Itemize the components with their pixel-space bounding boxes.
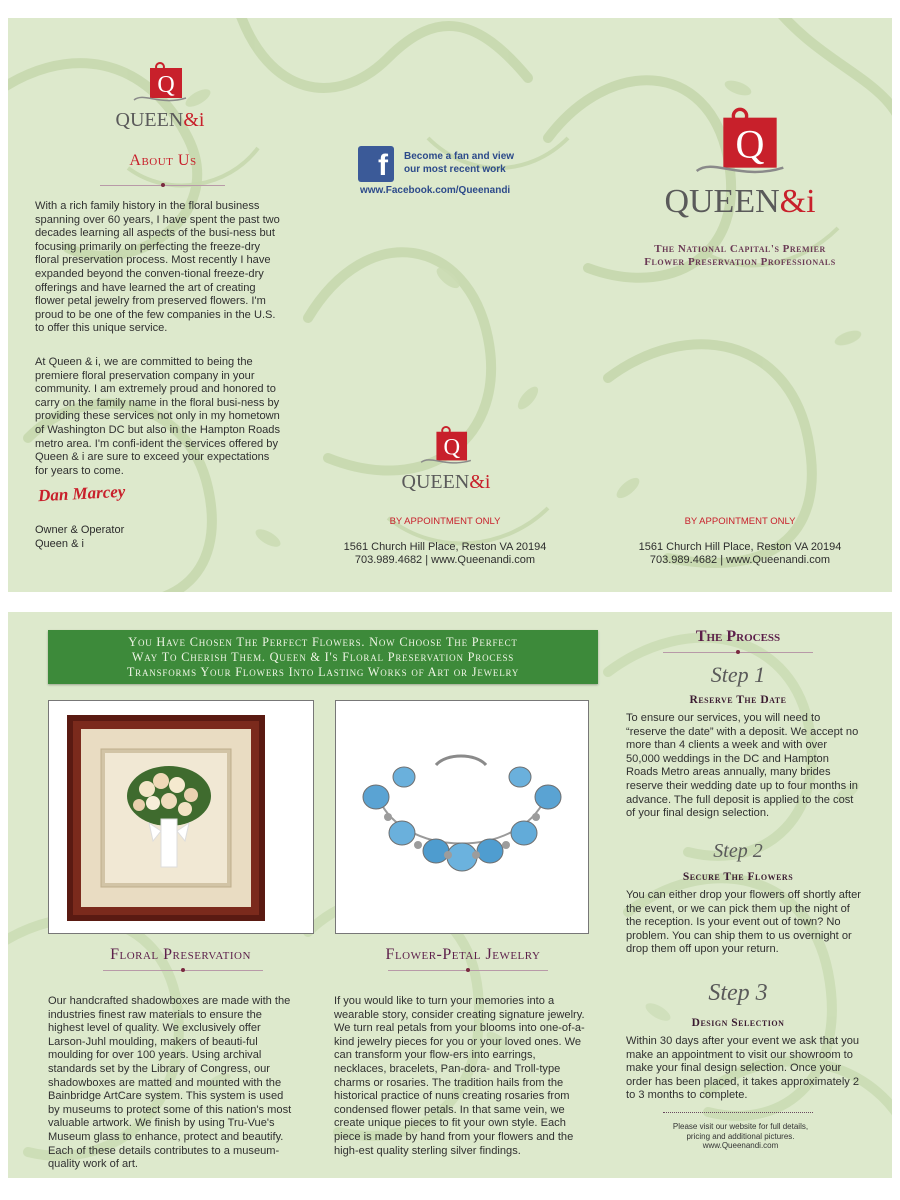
flower-petal-bracelet-image [336, 701, 588, 933]
banner-line-3: Transforms Your Flowers Into Lasting Works of Art or Jewelry [126, 665, 520, 679]
about-us-heading: About Us [129, 152, 197, 169]
logo-word-queen: QUEEN [664, 183, 780, 220]
queen-and-i-logo-small [100, 62, 220, 132]
logo-wordmark [640, 183, 840, 221]
cover-tagline [620, 243, 860, 269]
contact-center [330, 541, 560, 567]
facebook-url-link[interactable]: www.Facebook.com/Queenandi [360, 185, 511, 196]
footnote-line-1: Please visit our website for full details, [672, 1122, 809, 1131]
logo-wordmark [100, 109, 220, 132]
appointment-only-cover: BY APPOINTMENT ONLY [684, 516, 796, 527]
appointment-only-center: BY APPOINTMENT ONLY [389, 516, 501, 527]
facebook-line-1: Become a fan and view [404, 151, 515, 162]
floral-divider [103, 970, 263, 971]
owner-company: Queen & i [35, 538, 84, 550]
step-1-label: Step 1 [710, 662, 766, 687]
tagline-line-1: The National Capital's Premier [654, 243, 826, 255]
jewelry-divider [388, 970, 548, 971]
logo-word-amp: &i [469, 471, 491, 493]
crown-q-monogram-icon [130, 62, 190, 108]
footnote-divider [663, 1112, 813, 1113]
process-divider [663, 652, 813, 653]
owner-title: Owner & Operator [35, 524, 125, 536]
floral-preservation-text: Our handcrafted shadowboxes are made with the industries finest raw materials to ensure the highest level of quality. We exclusively offer Larson-Juhl moulding, makers of beauti-ful moulding for over 100 years. Using archival standards set by the Library of Congress, our shadowboxes are matted and mounted with the Bainbridge ArtCare system. This system is used by museums to protect some of this nation's most valuable artwork. We finish by using Tru-Vue's Museum glass to enhance, protect and beautify. Each of these details contributes to a museum-quality work of art. [48, 995, 292, 1171]
banner-line-1: You Have Chosen The Perfect Flowers. Now Choose The Perfect [128, 635, 518, 649]
about-paragraph-2: At Queen & i, we are committed to being the premiere floral preservation company in your community. I am extremely proud and honored to carry on the family name in the floral busi-ness by providing these services not only in my hometown of Washington DC but also in the Hampton Roads metro area. I'm confi-ident the services offered by Queen & i are sure to exceed your expectations for years to come. [35, 356, 281, 477]
logo-word-queen: QUEEN [401, 471, 470, 493]
phone-web-text: 703.989.4682 | www.Queenandi.com [649, 554, 831, 566]
step-1-text: To ensure our services, you will need to “reserve the date” with a deposit. We accept no more than 4 clients a week and with over 50,000 weddings in the DC and Hampton Roads Metro areas annually, many brides reserve their wedding date up to four months in advance. The full deposit is applied to the cost of your final design selection. [626, 712, 859, 820]
monogram-letter: Q [443, 434, 461, 460]
logo-word-amp: &i [183, 109, 205, 131]
crown-q-monogram-icon [690, 106, 790, 186]
about-paragraph-1: With a rich family history in the floral business spanning over 60 years, I have spent the past two decades learning all aspects of the busi-ness but focusing primarily on perfecting the freeze-dry floral preservation process. Most recently I have expanded beyond the conven-tional freeze-dry offerings and have learned the art of creating flower petal jewelry from preserved flowers. I'm proud to be one of the few companies in the U.S. to offer this unique service. [35, 200, 280, 335]
owner-role [35, 523, 124, 551]
bouquet-shadowbox-image [49, 701, 313, 933]
step-2-label: Step 2 [713, 840, 763, 862]
step-2-text: You can either drop your flowers off shortly after the event, or we can pick them up the night of the reception. Is your event out of town? No problem. You can ship them to us overnight or drop them off upon your return. [626, 889, 861, 956]
step-2-subtitle: Secure The Flowers [682, 871, 794, 883]
step-3-subtitle: Design Selection [691, 1017, 785, 1029]
queen-and-i-logo-center [386, 426, 506, 494]
crown-q-monogram-icon [417, 426, 475, 470]
phone-web-text: 703.989.4682 | www.Queenandi.com [354, 554, 536, 566]
logo-word-queen: QUEEN [115, 109, 184, 131]
footnote-line-2: pricing and additional pictures. [686, 1131, 795, 1141]
contact-cover [625, 541, 855, 567]
address-text: 1561 Church Hill Place, Reston VA 20194 [343, 541, 547, 553]
process-heading: The Process [695, 628, 781, 645]
bracelet-photo [335, 700, 589, 934]
logo-wordmark [386, 471, 506, 494]
facebook-promo-text [404, 150, 544, 176]
headline-banner [48, 630, 598, 684]
tagline-line-2: Flower Preservation Professionals [644, 256, 836, 268]
step-3-text: Within 30 days after your event we ask that you make an appointment to visit our showroom to make your final design selection. Once your order has been placed, it takes approximately 2 to 3 months to complete. [626, 1035, 860, 1102]
brochure-outside-panel [8, 18, 892, 592]
bouquet-ribbon [161, 819, 177, 867]
footnote-website-link[interactable]: www.Queenandi.com [702, 1141, 779, 1150]
website-footnote [648, 1122, 833, 1151]
about-divider [100, 185, 225, 186]
facebook-line-2: our most recent work [404, 164, 506, 175]
floral-preservation-heading: Floral Preservation [110, 946, 251, 963]
monogram-letter: Q [735, 121, 765, 167]
brochure-inside-panel [8, 612, 892, 1178]
logo-word-amp: &i [779, 183, 816, 220]
flower-petal-jewelry-heading: Flower-Petal Jewelry [385, 946, 541, 963]
step-3-label: Step 3 [708, 980, 768, 1006]
owner-signature: Dan Marcey [37, 481, 126, 506]
address-text: 1561 Church Hill Place, Reston VA 20194 [638, 541, 842, 553]
flower-petal-jewelry-text: If you would like to turn your memories into a wearable story, consider creating signature jewelry. We turn real petals from your blooms into one-of-a-kind jewelry pieces for you or your loved ones. We can transform your flow-ers into earrings, necklaces, bracelets, Pan-dora- and Troll-type charms or rosaries. The tradition hails from the historical practice of nuns creating rosaries from condensed flower petals. In that same vein, we create unique pieces to fit your own style. Each piece is made by hand from your flowers and the high-est quality sterling silver findings. [334, 995, 585, 1157]
bouquet-flowers [127, 766, 211, 826]
step-1-subtitle: Reserve The Date [689, 694, 787, 706]
banner-line-2: Way To Cherish Them. Queen & I's Floral Preservation Process [131, 650, 515, 664]
facebook-icon: f [358, 146, 394, 182]
queen-and-i-logo-cover [640, 106, 840, 221]
shadowbox-photo [48, 700, 314, 934]
monogram-letter: Q [157, 72, 175, 98]
